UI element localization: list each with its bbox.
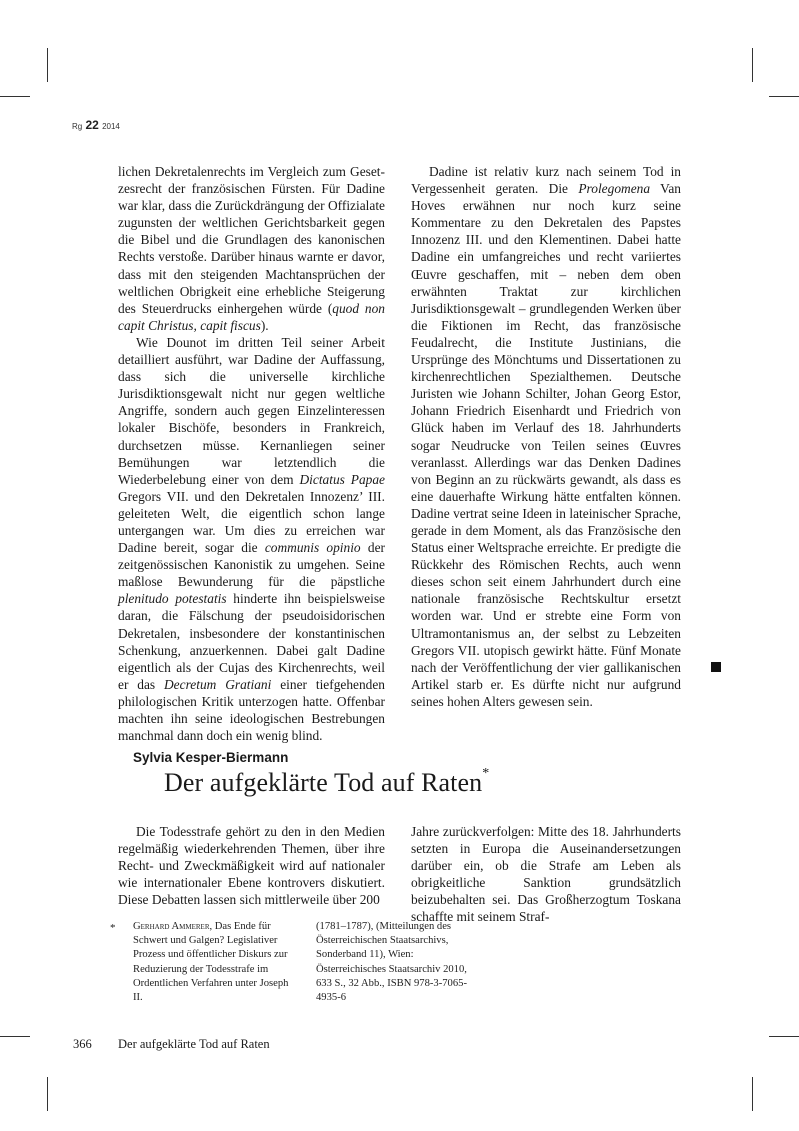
- crop-mark-right-upper: [769, 96, 799, 97]
- article-author: Sylvia Kesper-Biermann: [133, 750, 289, 765]
- footnote-left: Gerhard Ammerer, Das Ende für Schwert und Galgen? Legislativer Prozess und öffentlicher Diskurs zur Reduzierung der Todesstrafe im Ordentlichen Verfahren unter Joseph II.: [133, 921, 289, 1004]
- article1-right-column: [411, 163, 681, 710]
- footnote-author: Gerhard Ammerer: [133, 921, 210, 932]
- crop-mark-top-right: [752, 48, 753, 82]
- paragraph: lichen Dekretalenrechts im Vergleich zum Gesetzesrecht der französischen Fürsten. Für Dadine war klar, dass die Zurückdrängung der Offizialate zugunsten der weltlichen Gerichtsbarkeit gegen die Bibel und die Grundlagen des kanonischen Rechts verstoße. Darüber hinaus warnte er davor, dass mit den steigenden Machtansprüchen der weltlichen Obrigkeit eine erhebliche Steigerung des Steuerdrucks einhergehen würde (quod non capit Christus, capit fiscus).: [118, 164, 385, 333]
- volume-number: 22: [85, 118, 99, 132]
- crop-mark-bottom-left: [47, 1077, 48, 1111]
- article2-right-column: [411, 823, 681, 926]
- crop-mark-left-lower: [0, 1036, 30, 1037]
- paragraph: Jahre zurückverfolgen: Mitte des 18. Jahrhunderts setzten in Europa die Auseinandersetzungen darüber ein, ob die Strafe am Leben als obrigkeitliche Sanktion grundsätzlich beizubehalten sei. Das Großherzogtum Toskana schaffte mit seinem Straf-: [411, 824, 681, 925]
- paragraph: Die Todesstrafe gehört zu den in den Medien regelmäßig wiederkehrenden Themen, über ihre Recht- und Zweckmäßigkeit wird auf nationaler wie internationaler Ebene kontrovers diskutiert. Diese Debatten lassen sich mittlerweile über 200: [118, 824, 385, 908]
- crop-mark-bottom-right: [752, 1077, 753, 1111]
- running-footer-title: Der aufgeklärte Tod auf Raten: [118, 1037, 270, 1051]
- footnote-reference: *: [482, 766, 490, 781]
- article2-left-column: [118, 823, 385, 908]
- page-number: 366: [73, 1037, 92, 1051]
- article1-left-column: [118, 163, 385, 744]
- crop-mark-left-upper: [0, 96, 30, 97]
- footnote-mark: *: [110, 922, 116, 934]
- running-header: [72, 118, 120, 132]
- footnote-right: (1781–1787), (Mitteilungen des Österreichischen Staatsarchivs, Sonderband 11), Wien: Österreichisches Staatsarchiv 2010, 633 S., 32 Abb., ISBN 978-3-7065-4935-6: [316, 921, 467, 1004]
- article-title: Der aufgeklärte Tod auf Raten*: [164, 766, 490, 797]
- journal-year: 2014: [102, 122, 120, 131]
- crop-mark-top-left: [47, 48, 48, 82]
- journal-name: Rg: [72, 122, 83, 131]
- crop-mark-right-lower: [769, 1036, 799, 1037]
- end-of-article-mark: [711, 662, 721, 672]
- paragraph: Wie Dounot im dritten Teil seiner Arbeit detailliert ausführt, war Dadine der Auffassung, dass sich die universelle kirchliche Jurisdiktionsgewalt nicht nur gegen weltliche Angriffe, sondern auch gegen Einzelinteressen lokaler Bischöfe, besonders in Frankreich, durchsetzen müsse. Kernanliegen seiner Bemühungen war letztendlich die Wiederbelebung einer von dem Dictatus Papae Gregors VII. und den Dekretalen Innozenz’ III. geleiteten Welt, die eigentlich schon lange untergangen war. Um dies zu erreichen war Dadine bereit, sogar die communis opinio der zeitgenössischen Kanonistik zu umgehen. Seine maßlose Bewunderung für die päpstliche plenitudo potestatis hinderte ihn beispielsweise daran, die Fälschung der pseudoisidorischen Dekretalen, insbesondere der konstantinischen Schenkung, anzuerkennen. Dabei galt Dadine eigentlich als der Cujas des Kirchenrechts, weil er das Decretum Gratiani einer tiefgehenden philologischen Kritik unterzogen hatte. Offenbar machten ihn seine ideologischen Bestrebungen manchmal dann doch ein wenig blind.: [118, 334, 385, 744]
- paragraph: Dadine ist relativ kurz nach seinem Tod in Vergessenheit geraten. Die Prolegomena Van Hoves erwähnen nur noch kurz seine Kommentare zu den Dekretalen des Papstes Innozenz III. und den Klementinen. Dabei hatte Dadine ein umfangreiches und recht variiertes Œuvre geschaffen, mit – neben dem oben erwähnten Traktat zur kirchlichen Jurisdiktionsgewalt – grundlegenden Werken über die Fiktionen im Recht, das französische Feudalrecht, die Institute Justinians, die Ursprünge des Mönchtums und Dissertationen zu kirchenrechtlichen Spezialthemen. Deutsche Juristen wie Johann Schilter, Johan Georg Estor, Johann Friedrich Eisenhardt und Friedrich von Glück haben im Verlauf des 18. Jahrhunderts sogar Neudrucke von Teilen seines Œuvres veranlasst. Allerdings war das Denken Dadines von Beginn an zu rückwärts gewandt, als dass es eine dauerhafte Wirkung hätte entfalten können. Dadine vertrat seine Ideen in lateinischer Sprache, gerade in dem Moment, als das Französische den Status einer Weltsprache erreichte. Er predigte die Rückkehr des Römischen Rechts, auch wenn dieses schon seit einem Jahrhundert durch eine nationale französische Rechtskultur ersetzt worden war. Und er strebte eine Form von Ultramontanismus an, der selbst zu Lebzeiten Gregors VII. utopisch gewirkt hätte. Fünf Monate nach der Veröffentlichung der vier gallikanischen Artikel starb er. Es dürfte nicht nur aufgrund seines hohen Alters gewesen sein.: [411, 164, 681, 709]
